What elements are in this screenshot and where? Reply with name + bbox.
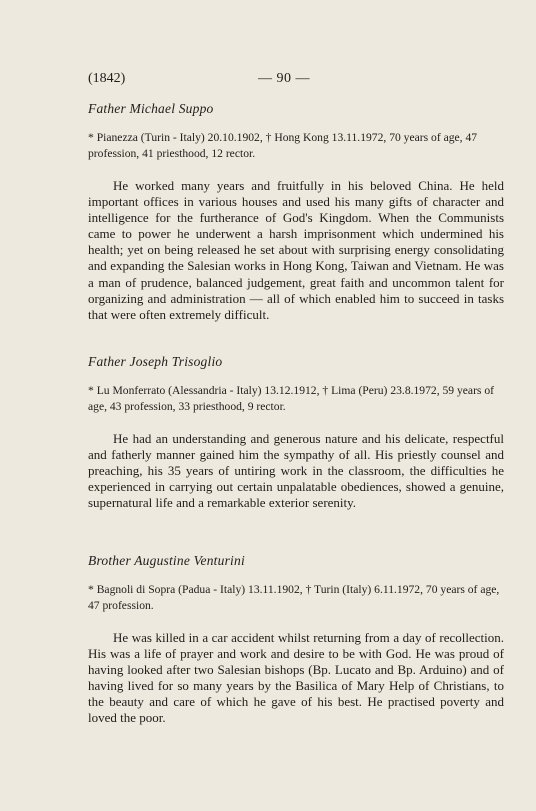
entry-name: Father Joseph Trisoglio [88, 354, 223, 369]
entry-name: Father Michael Suppo [88, 101, 214, 116]
entry-biography: He was killed in a car accident whilst returning from a day of recollection. His was a life of prayer and work and desire to be with God. He was proud of having looked after two Salesian bishops (Bp. Lucato and Bp. Arduino) and of having lived for so many years by the Basilica of Mary Help of Christians, to the beauty and care of which he gave of his best. He practised poverty and loved the poor. [88, 630, 504, 726]
entry-biography: He worked many years and fruitfully in his beloved China. He held important offices in various houses and used his many gifts of character and intelligence for the furtherance of God's Kingdom. When the Communists came to power he underwent a harsh imprisonment which undermined his health; yet on being released he set about with surprising energy consolidating and expanding the Salesian works in Hong Kong, Taiwan and Vietnam. He was a man of prudence, balanced judgement, great faith and uncommon talent for organizing and administration — all of which enabled him to succeed in tasks that were often extremely difficult. [88, 178, 504, 322]
page-number: — 90 — [258, 71, 310, 86]
obituary-entry [88, 553, 504, 727]
entry-dates: * Bagnoli di Sopra (Padua - Italy) 13.11.1902, † Turin (Italy) 6.11.1972, 70 years of age, 47 profession. [88, 583, 500, 612]
obituary-entry [88, 354, 504, 511]
entry-name: Brother Augustine Venturini [88, 553, 245, 568]
entry-dates: * Lu Monferrato (Alessandria - Italy) 13.12.1912, † Lima (Peru) 23.8.1972, 59 years of age, 43 profession, 33 priesthood, 9 rector. [88, 384, 495, 413]
obituary-entry [88, 101, 504, 323]
entry-biography: He had an understanding and generous nature and his delicate, respectful and fatherly manner gained him the sympathy of all. His priestly counsel and preaching, his 35 years of untiring work in the classroom, the difficulties he experienced in carrying out certain unpalatable obediences, showed a genuine, supernatural life and a remarkable exterior serenity. [88, 431, 504, 511]
page-header [88, 71, 508, 91]
entry-dates: * Pianezza (Turin - Italy) 20.10.1902, † Hong Kong 13.11.1972, 70 years of age, 47 profession, 41 priesthood, 12 rector. [88, 131, 478, 160]
page-year: (1842) [88, 71, 126, 86]
